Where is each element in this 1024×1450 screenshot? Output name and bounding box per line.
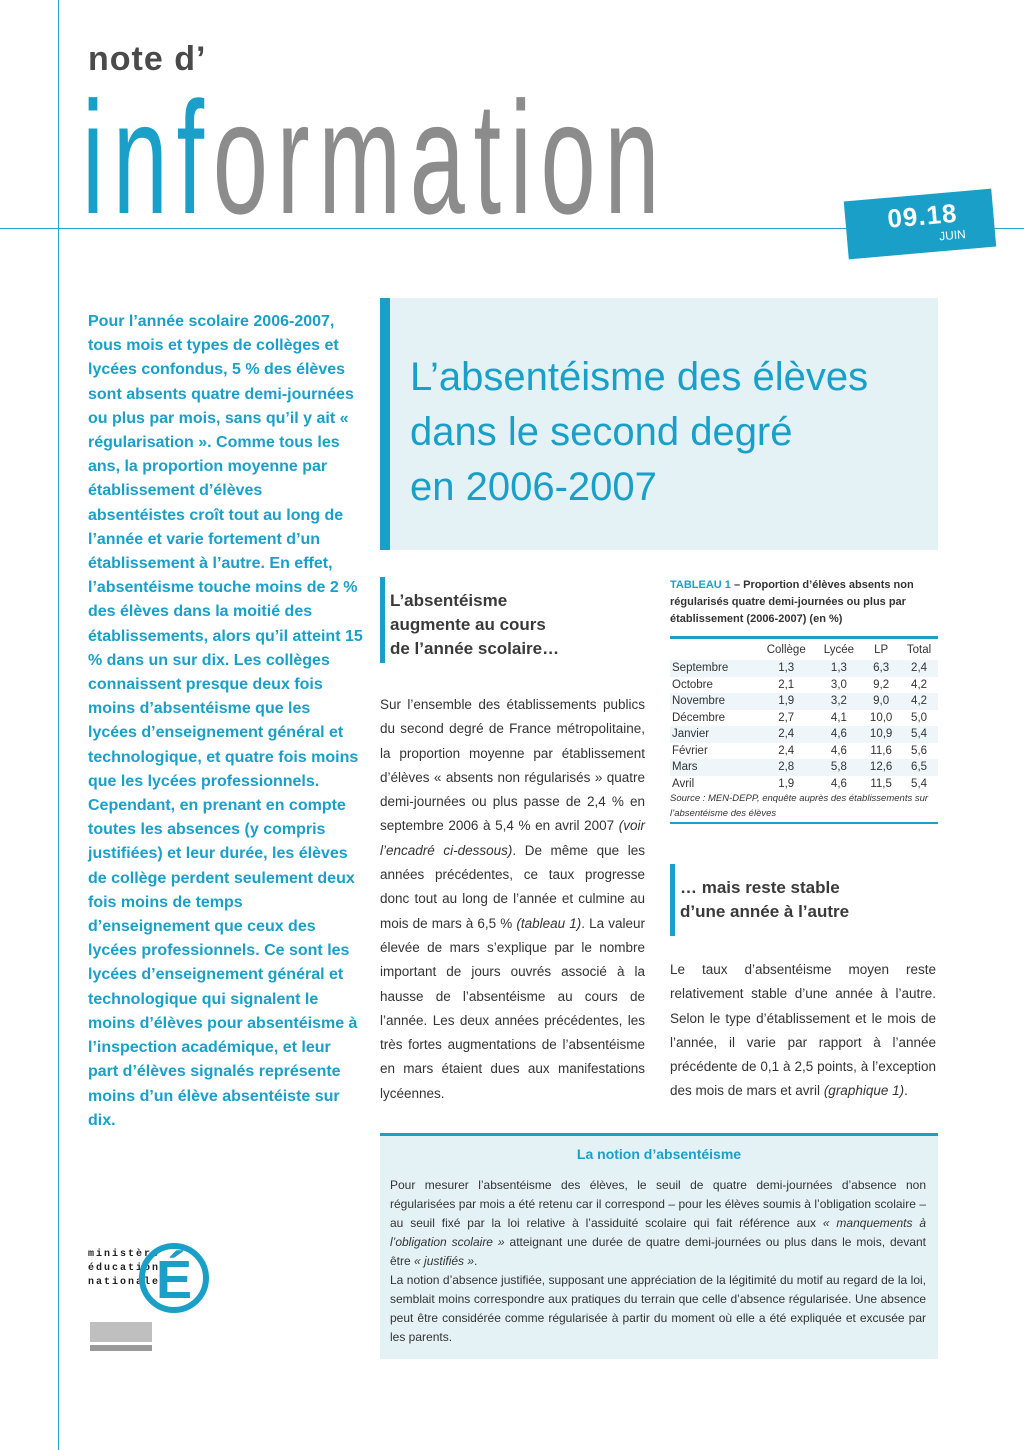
title-line: L’absentéisme des élèves [410,355,869,399]
table-column-header [670,640,757,660]
info-box-paragraph [390,1176,926,1271]
table-cell: 11,5 [870,777,892,790]
body-text: . [904,1083,908,1099]
info-box-paragraph: La notion d’absence justifiée, supposant une appréciation de la légitimité du motif au regard de la loi, semblait moins correspondre aux pratiques du terrain que celle d’absence régularisée. Une absence peut être considérée comme régularisée à partir du moment où elle a été expliquée et excusée par les parents. [390,1273,926,1344]
info-box [380,1133,938,1359]
heading-line: … mais reste stable [680,878,840,897]
section1-heading [390,589,640,661]
heading-line: d’une année à l’autre [680,902,850,921]
article-title [410,350,868,515]
table-label: TABLEAU 1 [670,579,731,591]
table-row [670,726,938,743]
issue-month: JUIN [938,227,967,244]
body-ref: (tableau 1) [516,915,582,931]
data-table [670,640,938,792]
table-cell: 12,6 [869,761,893,774]
table-row-label: Novembre [672,695,726,708]
table-column-header: Lycée [823,644,855,656]
table-cell: 4,1 [830,711,847,724]
table-cell: 1,3 [778,662,795,675]
masthead-blue: inf [82,68,213,247]
table-cell: 2,4 [911,662,928,675]
table-column-header: Total [906,644,932,656]
table-cell: 5,6 [911,744,928,757]
table-cell: 9,2 [873,678,890,691]
table-cell: 4,2 [911,695,928,708]
body-text: Pour mesurer l’absentéisme des élèves, le seuil de quatre demi-journées d’absence non régularisées par mois a été retenu car il correspond – pour les élèves soumis à l’obligation scolaire – au seuil fixé par la loi relative à l’assiduité scolaire qui fait référence aux [390,1178,926,1230]
table-row [670,759,938,776]
title-line: en 2006-2007 [410,465,657,509]
table-cell: 1,9 [778,777,795,790]
table-cell: 5,4 [911,728,928,741]
table-row [670,743,938,760]
table-source: Source : MEN-DEPP, enquête auprès des établissements sur l’absentéisme des élèves [670,793,929,819]
table-row-label: Avril [672,777,695,790]
table-cell: 4,6 [830,744,847,757]
table-cell: 2,1 [778,678,795,691]
summary-text: Pour l’année scolaire 2006-2007, tous mois et types de collèges et lycées confondus, 5 % des élèves sont absents quatre demi-journées ou plus par mois, sans qu’il y ait « régularisation ». Comme tous les ans, la proportion moyenne par établissement d’élèves absentéistes croît tout au long de l’année et varie fortement d’un établissement à l’autre. En effet, l’absentéisme touche moins de 2 % des élèves dans la moitié des établissements, alors qu’il atteint 15 % dans un sur dix. Les collèges connaissent presque deux fois moins d’absentéisme que les lycées d’enseignement général et technologique, et quatre fois moins que les lycées professionnels. Cependant, en prenant en compte toutes les absences (y compris justifiées) et leur durée, les élèves de collège perdent seulement deux fois moins de temps d’enseignement que ceux des lycées professionnels. Ce sont les lycées d’enseignement général et technologique qui signalent le moins d’élèves pour absentéisme à l’inspection académique, et leur part d’élèves signalés représente moins d’un élève absentéiste sur dix. [88,313,363,1129]
info-box-title: La notion d’absentéisme [576,1146,742,1162]
table-top-rule [670,636,938,639]
section1-body [380,693,645,1106]
table-row-label: Septembre [672,662,729,675]
republic-logo-icon [90,1322,152,1342]
body-text: atteignant une durée de quatre demi-journées ou plus dans le mois, devant être [390,1235,926,1268]
table-cell: 5,0 [911,711,928,724]
table-cell: 10,9 [869,728,893,741]
table-cell: 3,2 [830,695,847,708]
table-row-label: Février [672,744,708,757]
body-em: « manquements à l’obligation scolaire » [390,1216,926,1249]
table-column-header: Collège [766,644,806,656]
table-row-label: Janvier [672,728,710,741]
table-cell: 10,0 [869,711,893,724]
body-ref: (voir l’encadré ci-dessous) [380,818,645,858]
table-cell: 1,3 [830,662,847,675]
table-caption-text: – Proportion d’élèves absents non régularisés quatre demi-journées ou plus par établissement (2006-2007) (en %) [670,579,914,625]
table-row [670,776,938,793]
title-line: dans le second degré [410,410,793,454]
body-text: . De même que les années précédentes, ce taux progresse donc tout au long de l’année et culmine au mois de mars à 6,5 % [380,842,645,931]
table-cell: 4,6 [830,777,847,790]
table-cell: 4,2 [911,678,928,691]
issue-tag [844,189,996,260]
table-row [670,660,938,677]
table-row-label: Mars [672,761,698,774]
publication-prefix: note d’ [88,40,207,78]
table-bottom-rule [670,822,938,824]
republic-logo-caption-icon [90,1345,152,1351]
body-text: . La valeur élevée de mars s’explique par le nombre important de jours ouvrés associé à la hausse de l’absentéisme au cours de l’année. Les deux années précédentes, les très fortes augmentations de l’absentéisme en mars étaient dues aux manifestations lycéennes. [380,915,645,1101]
table-cell: 5,8 [830,761,847,774]
section-bar [670,864,675,936]
table-row-label: Octobre [672,678,713,691]
table-cell: 3,0 [830,678,847,691]
logo-line: éducation [88,1263,161,1274]
body-ref: (graphique 1) [823,1083,905,1099]
heading-line: de l’année scolaire… [390,639,560,658]
section2-body [670,958,936,1104]
table-cell: 4,6 [830,728,847,741]
masthead [82,68,669,247]
section2-heading [680,876,935,924]
body-text: Le taux d’absentéisme moyen reste relativement stable d’une année à l’autre. Selon le type d’établissement et le mois de l’année, il varie par rapport à l’année précédente de 0,1 à 2,5 points, à l’exception des mois de mars et avril [670,962,936,1099]
table-cell: 2,4 [778,728,795,741]
table-cell: 6,5 [911,761,928,774]
logo-line: ministère [88,1249,161,1260]
body-text: . [474,1254,478,1268]
table-row [670,693,938,710]
table-row-label: Décembre [672,711,726,724]
table-1 [670,640,938,792]
table-row [670,710,938,727]
margin-rule [58,0,59,1450]
title-panel [380,298,938,550]
table-cell: 1,9 [778,695,795,708]
table-cell: 5,4 [911,777,928,790]
heading-line: augmente au cours [390,615,546,634]
table-cell: 2,7 [778,711,795,724]
section-bar [380,577,385,663]
table-header-row [670,640,938,660]
ministry-e-logo [138,1220,210,1316]
body-em: « justifiés » [414,1254,475,1268]
masthead-grey: rmation [276,68,669,247]
table-cell: 2,4 [778,744,795,757]
table-cell: 2,8 [778,761,795,774]
masthead-o: o [212,68,277,247]
table-caption [670,577,935,628]
heading-line: L’absentéisme [390,591,508,610]
info-box-text [390,1176,926,1347]
table-cell: 9,0 [873,695,890,708]
issue-number: 09.18 [886,197,959,234]
logo-line: nationale [88,1277,161,1288]
logo-letter: É [155,1250,193,1310]
table-cell: 11,6 [870,744,892,757]
table-column-header: LP [874,644,889,656]
body-text: Sur l’ensemble des établissements publics du second degré de France métropolitaine, la proportion moyenne par établissement d’élèves « absents non régularisés » quatre demi-journées ou plus passe de 2,4 % en septembre 2006 à 5,4 % en avril 2007 [380,697,645,834]
table-cell: 6,3 [873,662,890,675]
table-row [670,677,938,694]
